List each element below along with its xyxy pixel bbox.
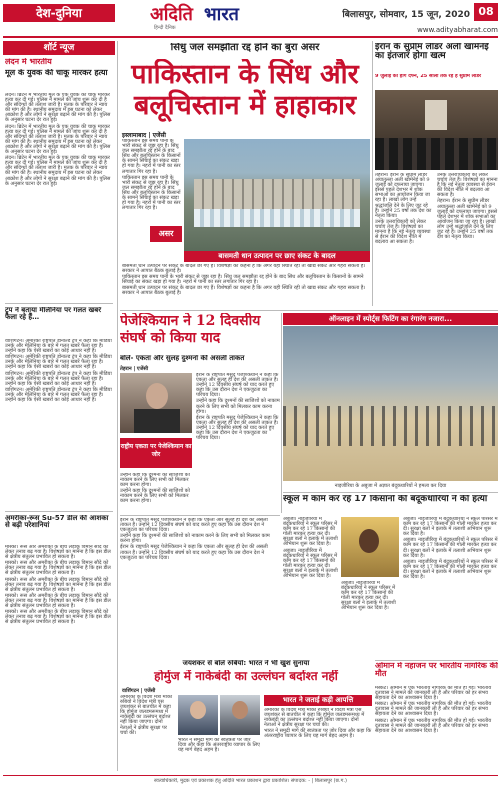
nigeria-body-2: अबुजा। नाइजीरिया में बंदूकधारियों ने स्कूल परिसर में काम कर रहे 17 किसानों की गोली मारकर हत्या कर दी। सुरक्षा बलों ने इलाके में तलाशी अभियान शुरू कर दिया है।: [341, 581, 396, 612]
filler-body: ईरान के राष्ट्रपति मसूद पेजेश्कियान ने कहा कि एकता और सुलह ही देश की असली ताकत है। उन्होंने 12 दिवसीय संघर्ष को याद करते हुए कहा कि उस दौरान देश ने एकजुटता का परिचय दिया। उन्होंने कहा कि दुश्मनों की साजिशों को नाकाम करने के लिए सभी को मिलकर काम करना होगा। ईरान के राष्ट्रपति मसूद पेजेश्कियान ने कहा कि एकता और सुलह ही देश की असली ताकत है। उन्होंने 12 दिवसीय संघर्ष को याद करते हुए कहा कि उस दौरान देश ने एकजुटता का परिचय दिया।: [120, 518, 270, 561]
column-divider: [281, 313, 282, 513]
divider: [5, 511, 113, 512]
short-news-1-body: लंदन। ब्रिटेन में भारतीय मूल के एक युवक की चाकू मारकर हत्या कर दी गई। पुलिस ने मामले की जांच शुरू कर दी है और संदिग्धों की तलाश जारी है। मृतक के परिवार ने न्याय की मांग की है। स्थानीय समुदाय में इस घटना को लेकर आक्रोश है और लोगों ने सुरक्षा बढ़ाने की मांग की है। पुलिस के अनुसार घटना देर रात हुई। लंदन। ब्रिटेन में भारतीय मूल के एक युवक की चाकू मारकर हत्या कर दी गई। पुलिस ने मामले की जांच शुरू कर दी है और संदिग्धों की तलाश जारी है। मृतक के परिवार ने न्याय की मांग की है। स्थानीय समुदाय में इस घटना को लेकर आक्रोश है और लोगों ने सुरक्षा बढ़ाने की मांग की है। पुलिस के अनुसार घटना देर रात हुई। लंदन। ब्रिटेन में भारतीय मूल के एक युवक की चाकू मारकर हत्या कर दी गई। पुलिस ने मामले की जांच शुरू कर दी है और संदिग्धों की तलाश जारी है। मृतक के परिवार ने न्याय की मांग की है। स्थानीय समुदाय में इस घटना को लेकर आक्रोश है और लोगों ने सुरक्षा बढ़ाने की मांग की है। पुलिस के अनुसार घटना देर रात हुई।: [5, 93, 111, 187]
iran-body-2: उनके उत्तराधिकारी को लेकर चर्चाएं तेज हैं। विशेषज्ञों का मानना है कि नई नेतृत्व व्यवस्था से ईरान की विदेश नीति में बदलाव आ सकता है। तेहरान। ईरान के सुप्रीम लीडर अयातुल्ला अली खामेनेई को 9 जुलाई को दफनाया जाएगा। इससे पहले देशभर में शोक सभाओं का आयोजन किया जा रहा है। लाखों लोग उन्हें श्रद्धांजलि देने के लिए जुट रहे हैं। उन्होंने 25 वर्षों तक देश का नेतृत्व किया।: [437, 173, 498, 241]
oman-headline: ओमान में नहाजन पर भारतीय नागरिक की मौत: [375, 662, 498, 679]
crowd-figures: [283, 406, 498, 446]
lead-story: [120, 41, 370, 311]
page-number: 08: [474, 3, 498, 21]
lead-photo-caption: बासमती धान उत्पादन पर छाए संकट के बादल: [184, 251, 370, 262]
lead-kicker: सिंधु जल समझौता रद्द होने का बुरा असर: [170, 43, 320, 53]
iran-story: [375, 41, 498, 311]
beach-photo-caption: नाइजीरिया के अबुजा में अज्ञात बंदूकधारियों ने हमला कर दिया: [334, 483, 447, 489]
hormuz-byline: वाशिंगटन | एजेंसी: [122, 688, 156, 694]
hormuz-body-2: भारत ने समुद्री मार्ग की स्वतंत्रता पर जोर दिया और कहा कि अंतरराष्ट्रीय व्यापार के लिए यह मार्ग बेहद अहम है।: [178, 738, 260, 754]
short-news-kicker: लंदन में भारतीय: [5, 58, 52, 66]
pezeshkian-body-lower: उन्होंने कहा कि दुश्मनों की साजिशों को नाकाम करने के लिए सभी को मिलकर काम करना होगा। उन्होंने कहा कि दुश्मनों की साजिशों को नाकाम करने के लिए सभी को मिलकर काम करना होगा।: [120, 473, 190, 505]
pull-quote: राष्ट्रीय एकता पर पेजेश्कियान का जोर: [120, 438, 192, 468]
iran-photo: [375, 90, 498, 170]
short-news-column: [3, 41, 115, 771]
rubio-photo: [178, 695, 218, 735]
lead-headline: पाकिस्तान के सिंध और बलूचिस्तान में हाहाकार: [131, 59, 359, 122]
logo-main: भारत: [204, 4, 239, 25]
horizontal-divider: [375, 660, 498, 661]
pezeshkian-photo: [120, 373, 192, 433]
jaishankar-photo: [220, 695, 260, 735]
logo-script: अदिति: [150, 4, 193, 25]
nigeria-photo: [341, 517, 399, 577]
lead-byline: इस्लामाबाद | एजेंसी: [122, 132, 166, 139]
website-url[interactable]: www.adityabharat.com: [417, 26, 498, 34]
dam-photo: [184, 139, 370, 251]
horizontal-divider: [283, 492, 498, 493]
nigeria-story: [283, 495, 498, 665]
nigeria-body-3: अबुजा। नाइजीरिया में बंदूकधारियों ने स्कूल परिसर में काम कर रहे 17 किसानों की गोली मारकर हत्या कर दी। सुरक्षा बलों ने इलाके में तलाशी अभियान शुरू कर दिया है। अबुजा। नाइजीरिया में बंदूकधारियों ने स्कूल परिसर में काम कर रहे 17 किसानों की गोली मारकर हत्या कर दी। सुरक्षा बलों ने इलाके में तलाशी अभियान शुरू कर दिया है। अबुजा। नाइजीरिया में बंदूकधारियों ने स्कूल परिसर में काम कर रहे 17 किसानों की गोली मारकर हत्या कर दी। सुरक्षा बलों ने इलाके में तलाशी अभियान शुरू कर दिया है।: [403, 517, 498, 581]
hormuz-kicker: जयशंकर से बोले रुबियो: भारत ने भी खुश सुनाया: [182, 660, 310, 667]
newspaper-logo: [150, 1, 300, 31]
short-news-3-body: मास्को। रूस और अमरीका के बीच लड़ाकू विमान सौदे को लेकर तनाव बढ़ गया है। विशेषज्ञों का मानना है कि इस डील से क्षेत्रीय संतुलन प्रभावित हो सकता है। मास्को। रूस और अमरीका के बीच लड़ाकू विमान सौदे को लेकर तनाव बढ़ गया है। विशेषज्ञों का मानना है कि इस डील से क्षेत्रीय संतुलन प्रभावित हो सकता है। मास्को। रूस और अमरीका के बीच लड़ाकू विमान सौदे को लेकर तनाव बढ़ गया है। विशेषज्ञों का मानना है कि इस डील से क्षेत्रीय संतुलन प्रभावित हो सकता है। मास्को। रूस और अमरीका के बीच लड़ाकू विमान सौदे को लेकर तनाव बढ़ गया है। विशेषज्ञों का मानना है कि इस डील से क्षेत्रीय संतुलन प्रभावित हो सकता है। मास्को। रूस और अमरीका के बीच लड़ाकू विमान सौदे को लेकर तनाव बढ़ गया है। विशेषज्ञों का मानना है कि इस डील से क्षेत्रीय संतुलन प्रभावित हो सकता है।: [5, 545, 111, 626]
divider: [5, 303, 113, 304]
face: [232, 701, 248, 719]
hormuz-story: [120, 660, 372, 772]
hormuz-box-title: भारत ने जताई कड़ी आपत्ति: [264, 695, 372, 706]
iran-headline: ईरान के सुप्रीम लीडर अली खामेनेई का इंतजार होगा खत्म: [375, 43, 489, 62]
oman-story: [375, 662, 498, 772]
short-news-header: शॉर्ट न्यूज: [3, 41, 115, 55]
suit: [134, 409, 180, 433]
section-label: देश-दुनिया: [3, 4, 115, 22]
short-news-1-headline: मूल के युवक की चाकू मारकर हत्या: [5, 69, 108, 77]
nigeria-headline: स्कूल में काम कर रहे 17 किसानों की बंदूकधारियों ने की हत्या: [283, 495, 488, 504]
iran-body-1: तेहरान। ईरान के सुप्रीम लीडर अयातुल्ला अली खामेनेई को 9 जुलाई को दफनाया जाएगा। इससे पहले देशभर में शोक सभाओं का आयोजन किया जा रहा है। लाखों लोग उन्हें श्रद्धांजलि देने के लिए जुट रहे हैं। उन्होंने 25 वर्षों तक देश का नेतृत्व किया। उनके उत्तराधिकारी को लेकर चर्चाएं तेज हैं। विशेषज्ञों का मानना है कि नई नेतृत्व व्यवस्था से ईरान की विदेश नीति में बदलाव आ सकता है।: [375, 173, 432, 246]
water-spill: [194, 209, 360, 227]
portrait-placard: [425, 100, 447, 130]
pezeshkian-headline: पेजेश्कियान ने 12 दिवसीय संघर्ष को किया याद: [120, 313, 261, 346]
footer-imprint: स्वत्वाधिकारी, मुद्रक एवं प्रकाशक हेतु अदिति भारत प्रकाशन द्वारा प्रकाशित। संपादक: - | बिलासपुर (छ.ग.): [154, 778, 347, 784]
footer-rule: [3, 775, 498, 776]
pezeshkian-subhead: बोले- एकता और सुलह दुश्मनों की असली ताकत: [120, 355, 245, 362]
pezeshkian-story: [120, 313, 280, 513]
beach-photo: [283, 326, 498, 481]
nigeria-body-1: अबुजा। नाइजीरिया में बंदूकधारियों ने स्कूल परिसर में काम कर रहे 17 किसानों की गोली मारकर हत्या कर दी। सुरक्षा बलों ने इलाके में तलाशी अभियान शुरू कर दिया है। अबुजा। नाइजीरिया में बंदूकधारियों ने स्कूल परिसर में काम कर रहे 17 किसानों की गोली मारकर हत्या कर दी। सुरक्षा बलों ने इलाके में तलाशी अभियान शुरू कर दिया है।: [283, 517, 338, 580]
dam-wall: [194, 179, 360, 209]
oman-body: मस्कट। ओमान में एक भारतीय नागरिक की मौत हो गई। भारतीय दूतावास ने मामले की जानकारी ली है और परिवार को हर संभव सहायता देने का आश्वासन दिया है। मस्कट। ओमान में एक भारतीय नागरिक की मौत हो गई। भारतीय दूतावास ने मामले की जानकारी ली है और परिवार को हर संभव सहायता देने का आश्वासन दिया है। मस्कट। ओमान में एक भारतीय नागरिक की मौत हो गई। भारतीय दूतावास ने मामले की जानकारी ली है और परिवार को हर संभव सहायता देने का आश्वासन दिया है।: [375, 686, 492, 734]
lead-body-right: बासमती धान उत्पादन पर संकट के बादल छा गए हैं। विशेषज्ञों का कहना है कि अगर यही स्थिति रही तो खाद्य संकट और गहरा सकता है। सरकार ने आपात बैठक बुलाई है। पाकिस्तान इस समय पानी के भारी संकट से जूझ रहा है। सिंधु जल समझौता रद्द होने के बाद सिंध और बलूचिस्तान के किसानों के सामने सिंचाई का संकट खड़ा हो गया है। नहरों में पानी का स्तर लगातार गिर रहा है। बासमती धान उत्पादन पर संकट के बादल छा गए हैं। विशेषज्ञों का कहना है कि अगर यही स्थिति रही तो खाद्य संकट और गहरा सकता है। सरकार ने आपात बैठक बुलाई है।: [122, 264, 366, 297]
column-divider: [117, 41, 118, 771]
short-news-2-body: वाशिंगटन। अमेरिकी राष्ट्रपति डोनाल्ड ट्रंप ने कहा कि मीडिया उनके और मेलिनिया के बारे में गलत खबरें फैला रहा है। उन्होंने कहा कि ऐसी खबरों का कोई आधार नहीं है। वाशिंगटन। अमेरिकी राष्ट्रपति डोनाल्ड ट्रंप ने कहा कि मीडिया उनके और मेलिनिया के बारे में गलत खबरें फैला रहा है। उन्होंने कहा कि ऐसी खबरों का कोई आधार नहीं है। वाशिंगटन। अमेरिकी राष्ट्रपति डोनाल्ड ट्रंप ने कहा कि मीडिया उनके और मेलिनिया के बारे में गलत खबरें फैला रहा है। उन्होंने कहा कि ऐसी खबरों का कोई आधार नहीं है। वाशिंगटन। अमेरिकी राष्ट्रपति डोनाल्ड ट्रंप ने कहा कि मीडिया उनके और मेलिनिया के बारे में गलत खबरें फैला रहा है। उन्होंने कहा कि ऐसी खबरों का कोई आधार नहीं है।: [5, 339, 112, 404]
pezeshkian-body: ईरान के राष्ट्रपति मसूद पेजेश्कियान ने कहा कि एकता और सुलह ही देश की असली ताकत है। उन्होंने 12 दिवसीय संघर्ष को याद करते हुए कहा कि उस दौरान देश ने एकजुटता का परिचय दिया। उन्होंने कहा कि दुश्मनों की साजिशों को नाकाम करने के लिए सभी को मिलकर काम करना होगा। ईरान के राष्ट्रपति मसूद पेजेश्कियान ने कहा कि एकता और सुलह ही देश की असली ताकत है। उन्होंने 12 दिवसीय संघर्ष को याद करते हुए कहा कि उस दौरान देश ने एकजुटता का परिचय दिया।: [196, 373, 280, 442]
pezeshkian-byline: तेहरान | एजेंसी: [120, 366, 149, 372]
face: [146, 383, 168, 409]
face: [190, 701, 206, 719]
lead-body-left: पाकिस्तान इस समय पानी के भारी संकट से जूझ रहा है। सिंधु जल समझौता रद्द होने के बाद सिंध और बलूचिस्तान के किसानों के सामने सिंचाई का संकट खड़ा हो गया है। नहरों में पानी का स्तर लगातार गिर रहा है। पाकिस्तान इस समय पानी के भारी संकट से जूझ रहा है। सिंधु जल समझौता रद्द होने के बाद सिंध और बलूचिस्तान के किसानों के सामने सिंचाई का संकट खड़ा हो गया है। नहरों में पानी का स्तर लगातार गिर रहा है।: [122, 139, 181, 212]
column-divider: [372, 41, 373, 306]
lead-label: असर: [150, 226, 182, 242]
official-face: [359, 529, 379, 553]
iran-subhead: 9 जुलाई को होंगे दफ्न, 25 सालों तक रहे हैं सुप्रीम लीडर: [375, 74, 482, 79]
horizontal-divider: [120, 515, 280, 516]
masthead: [0, 0, 500, 40]
horizontal-divider: [120, 310, 498, 311]
crowd: [375, 138, 498, 170]
masthead-rule: [3, 36, 498, 38]
city-date: बिलासपुर, सोमवार, 15 जून, 2020: [342, 10, 470, 20]
logo-tagline: हिन्दी दैनिक: [154, 25, 176, 31]
short-news-3-headline: अमरीका-रूस Su-57 डील की आशंका से बढ़ी परेशानियां: [5, 515, 109, 530]
short-news-2-headline: ट्रंप ने बताया मेलिनिया पर गलत खबरें फैला रहे हैं…: [5, 307, 102, 322]
sports-banner: ऑनलाइन में स्पोर्ट्स फिटिंग का रंगारंग नजारा...: [283, 313, 498, 325]
hormuz-body-1: अमेरिका के विदेश मंत्री मार्को रुबियो ने विदेश मंत्री एस जयशंकर से बातचीत में कहा कि होर्मुज जलडमरूमध्य में नाकेबंदी का उल्लंघन बर्दाश्त नहीं किया जाएगा। दोनों नेताओं ने क्षेत्रीय सुरक्षा पर चर्चा की।: [120, 695, 173, 736]
hormuz-headline: होर्मुज में नाकेबंदी का उल्लंघन बर्दाश्त नहीं: [154, 670, 338, 683]
hormuz-box-body: अमेरिका के विदेश मंत्री मार्को रुबियो ने विदेश मंत्री एस जयशंकर से बातचीत में कहा कि होर्मुज जलडमरूमध्य में नाकेबंदी का उल्लंघन बर्दाश्त नहीं किया जाएगा। दोनों नेताओं ने क्षेत्रीय सुरक्षा पर चर्चा की। भारत ने समुद्री मार्ग की स्वतंत्रता पर जोर दिया और कहा कि अंतरराष्ट्रीय व्यापार के लिए यह मार्ग बेहद अहम है।: [264, 708, 372, 740]
